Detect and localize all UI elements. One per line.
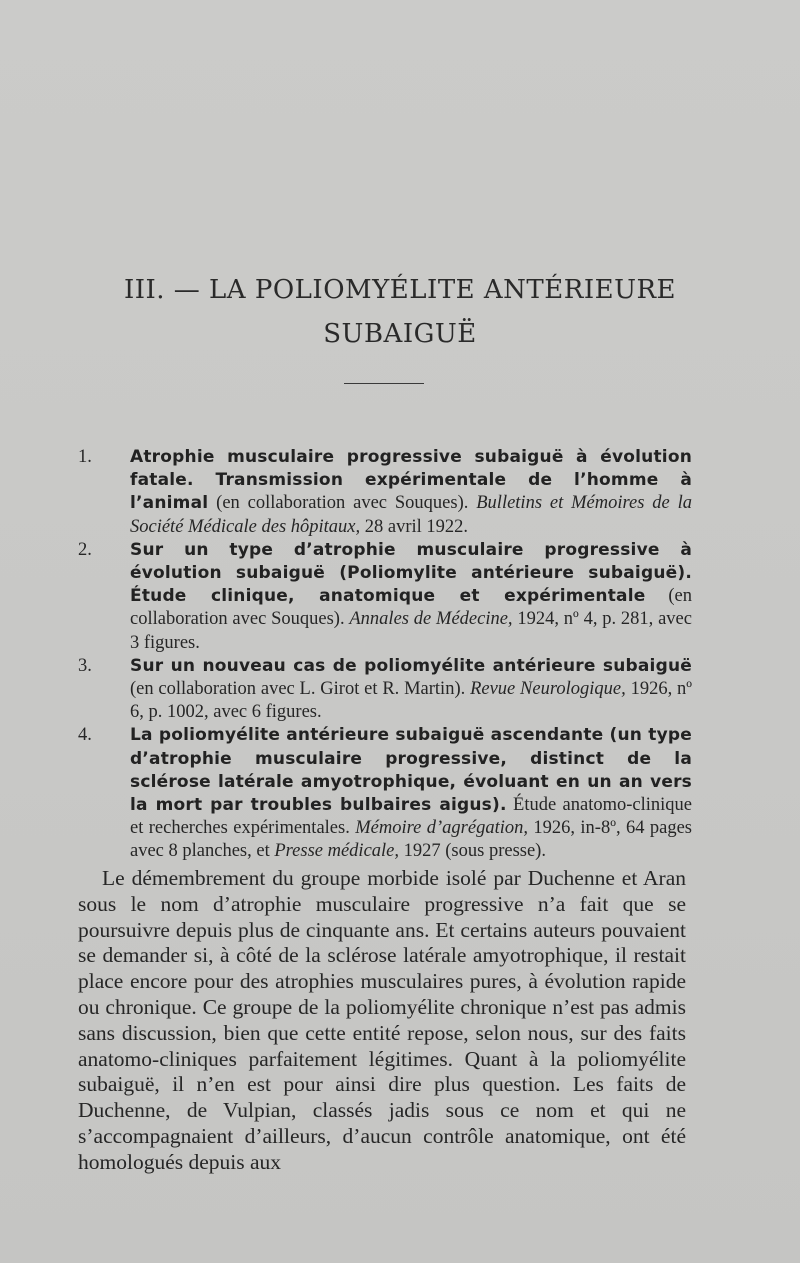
- chapter-title-line-2: SUBAIGUË: [323, 319, 477, 349]
- item-title: Sur un nouveau cas de poliomyélite antérieure subaiguë: [130, 655, 692, 676]
- item-number: 2 .: [78, 539, 104, 562]
- item-number: 3 .: [78, 655, 104, 678]
- item-date: 28 avril 1922.: [360, 516, 469, 537]
- item-source: Revue Neurologique,: [470, 679, 626, 700]
- item-date-2: 1927 (sous presse).: [399, 841, 546, 862]
- bibliography-item-4: [78, 724, 692, 863]
- bibliography-list: [78, 446, 692, 864]
- item-source: Annales de Médecine,: [349, 609, 513, 630]
- item-date: 1926, in-8º, 64 pages avec 8 planches, et: [130, 818, 693, 862]
- item-number: 4 .: [78, 724, 104, 747]
- bibliography-item-3: [78, 655, 692, 725]
- chapter-title-line-1: III. — LA POLIOMYÉLITE ANTÉRIEURE: [123, 275, 677, 305]
- item-date: 1924, nº 4, p. 281, avec 3 figures.: [130, 609, 692, 653]
- item-number: 1 .: [78, 446, 104, 469]
- item-title: Sur un type d’atrophie musculaire progressive à évolution subaiguë (Poliomylite antérieure subaiguë). Étude clinique, anatomique et expérimentale: [130, 539, 692, 607]
- bibliography-item-2: [78, 539, 692, 655]
- item-title: Atrophie musculaire progressive subaiguë à évolution fatale. Transmission expérimentale de l’homme à l’animal: [130, 447, 692, 514]
- item-source-2: Presse médicale,: [274, 841, 400, 862]
- title-divider: [344, 383, 424, 384]
- item-source: Bulletins et Mémoires de la Société Médicale des hôpitaux,: [130, 493, 692, 537]
- item-date: 1926, nº 6, p. 1002, avec 6 figures.: [130, 679, 692, 723]
- item-detail: (en collaboration avec Souques).: [208, 493, 477, 514]
- item-source: Mémoire d’agrégation,: [355, 818, 528, 839]
- item-detail: Étude anatomo-clinique et recherches expérimentales.: [130, 795, 693, 839]
- item-detail: (en collaboration avec L. Girot et R. Martin).: [130, 679, 471, 700]
- item-title: La poliomyélite antérieure subaiguë ascendante (un type d’atrophie musculaire progressive, distinct de la sclérose latérale amyotrophique, évoluant en un an vers la mort par troubles bulbaires aigus).: [130, 725, 692, 816]
- chapter-title: [80, 268, 720, 356]
- item-detail: (en collaboration avec Souques).: [130, 586, 693, 630]
- bibliography-item-1: [78, 446, 692, 539]
- body-paragraph: Le démembrement du groupe morbide isolé par Duchenne et Aran sous le nom d’atrophie musculaire progressive n’a fait que se poursuivre depuis plus de cinquante ans. Et certains auteurs pouvaient se demander si, à côté de la sclérose latérale amyotrophique, il restait place encore pour des atrophies musculaires pures, à évolution rapide ou chronique. Ce groupe de la poliomyélite chronique n’est pas admis sans discussion, bien que cette entité repose, selon nous, sur des faits anatomo-cliniques parfaitement légitimes. Quant à la poliomyélite subaiguë, il n’en est pour ainsi dire plus question. Les faits de Duchenne, de Vulpian, classés jadis sous ce nom et qui ne s’accompagnaient d’ailleurs, d’aucun contrôle anatomique, ont été homologués depuis aux: [78, 866, 686, 1174]
